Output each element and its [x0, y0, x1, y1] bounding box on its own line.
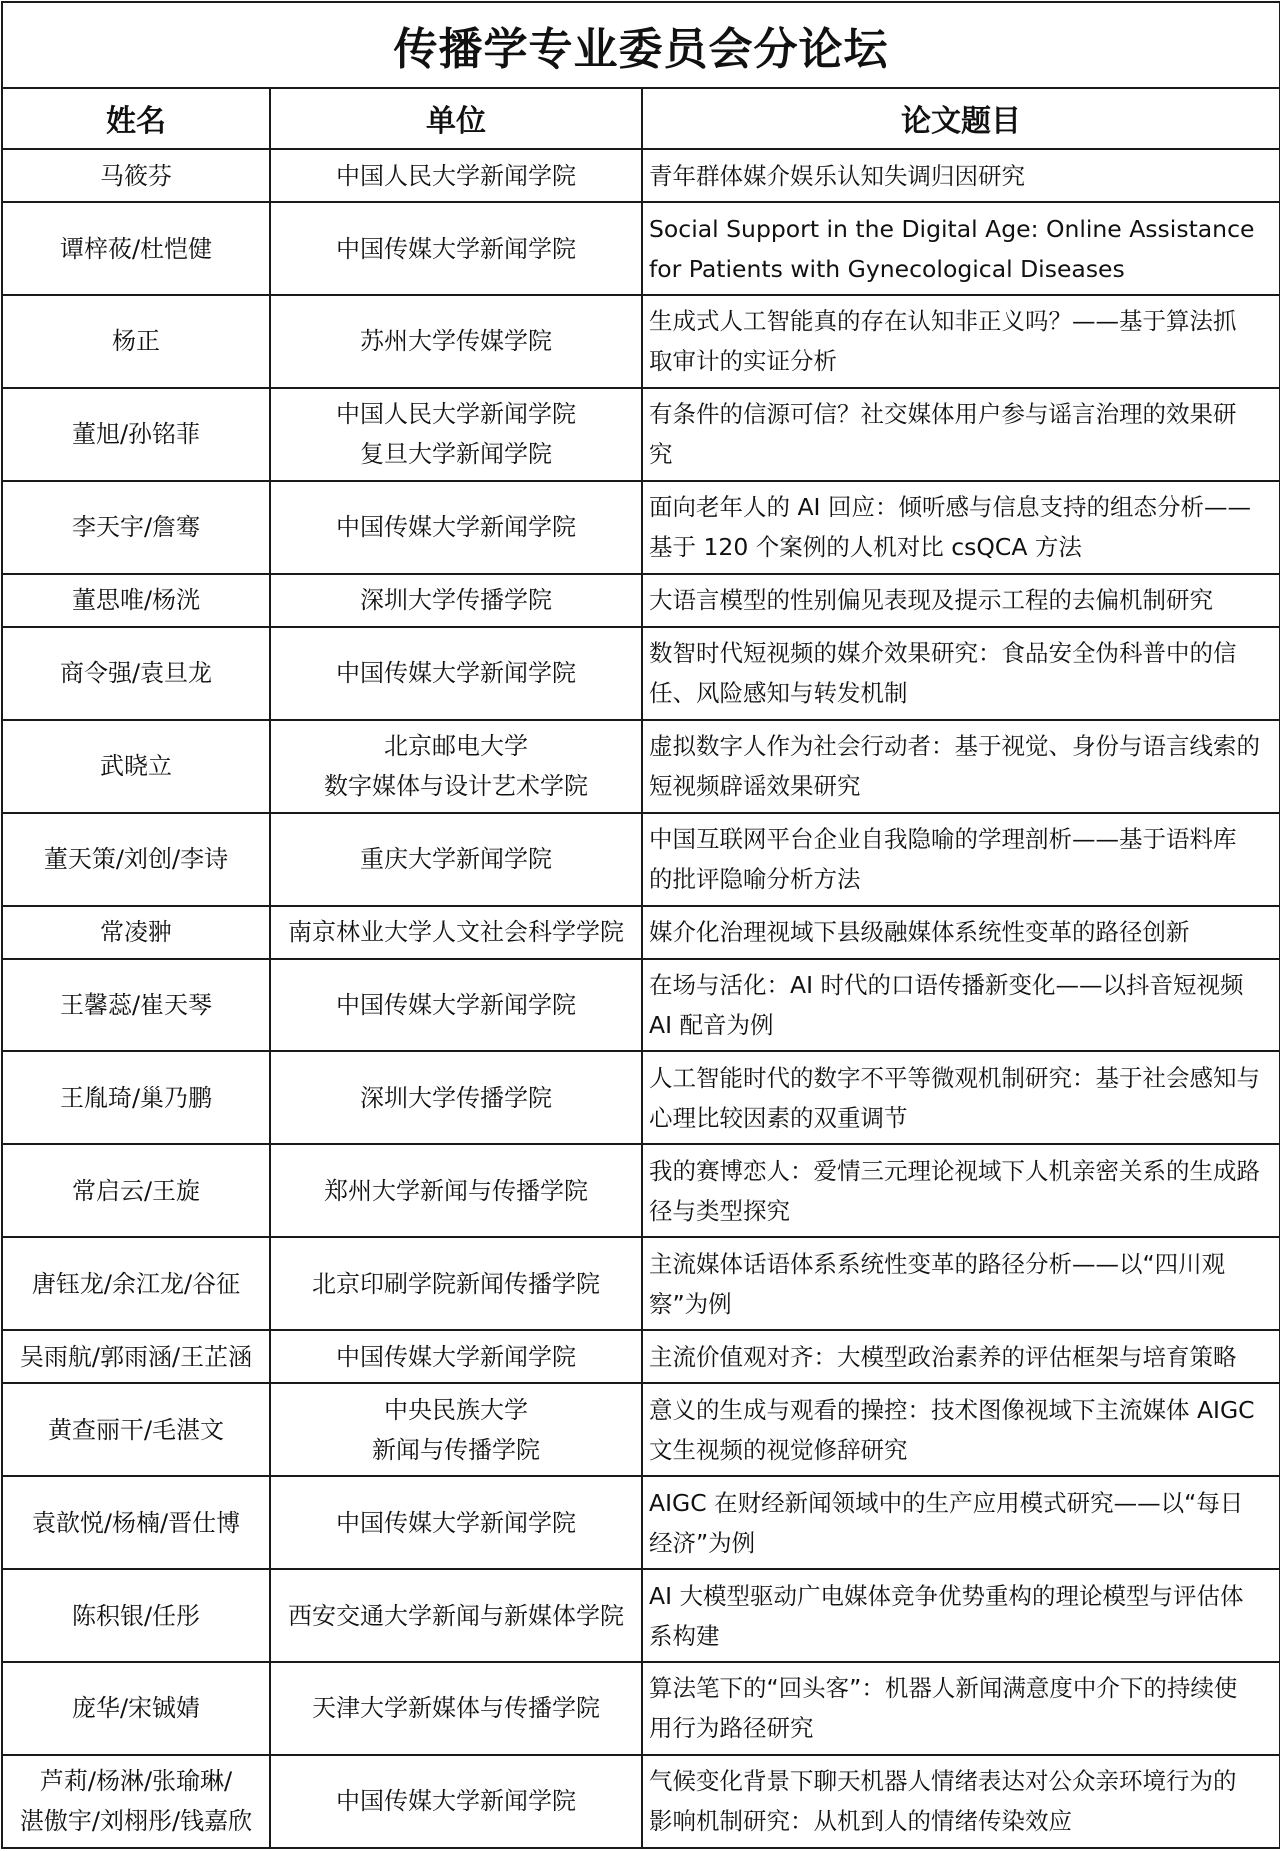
- table-row: [2, 959, 1280, 1052]
- name-line: 黄查丽干/毛湛文: [47, 1415, 225, 1444]
- name-cell: [2, 149, 270, 202]
- unit-line: 深圳大学传播学院: [360, 1083, 552, 1112]
- name-cell: [2, 906, 270, 959]
- paper-title-cell: [642, 388, 1280, 481]
- unit-cell: [270, 1051, 642, 1144]
- table-row: [2, 906, 1280, 959]
- name-line: 杨正: [112, 327, 160, 356]
- name-line: 常启云/王旋: [71, 1176, 201, 1205]
- unit-cell: [270, 149, 642, 202]
- unit-cell: [270, 1662, 642, 1755]
- name-line: 庞华/宋铖婧: [71, 1694, 201, 1723]
- paper-title-line: 气候变化背景下聊天机器人情绪表达对公众亲环境行为的: [649, 1767, 1237, 1796]
- unit-line: 中国传媒大学新闻学院: [336, 513, 576, 542]
- paper-title-line: for Patients with Gynecological Diseases: [649, 254, 1125, 283]
- paper-title-cell: [642, 202, 1280, 295]
- table-row: [2, 1051, 1280, 1144]
- table-row: [2, 1476, 1280, 1569]
- paper-title-line: 取审计的实证分析: [649, 347, 837, 376]
- table-row: [2, 1755, 1280, 1848]
- unit-cell: [270, 388, 642, 481]
- unit-line: 中国传媒大学新闻学院: [336, 234, 576, 263]
- table-row: [2, 627, 1280, 720]
- name-cell: [2, 481, 270, 574]
- paper-title-line: 影响机制研究：从机到人的情绪传染效应: [649, 1807, 1072, 1836]
- paper-title-line: 究: [649, 440, 673, 469]
- unit-cell: [270, 813, 642, 906]
- name-line: 常凌翀: [100, 918, 172, 947]
- table-row: [2, 1330, 1280, 1383]
- table-row: [2, 813, 1280, 906]
- unit-cell: [270, 202, 642, 295]
- unit-cell: [270, 720, 642, 813]
- table-row: [2, 481, 1280, 574]
- unit-line: 北京邮电大学: [384, 732, 528, 761]
- unit-line: 中央民族大学: [384, 1395, 528, 1424]
- column-header-name: 姓名: [2, 88, 270, 149]
- paper-title-line: AI 配音为例: [649, 1011, 774, 1040]
- table-row: [2, 1383, 1280, 1476]
- unit-cell: [270, 1383, 642, 1476]
- unit-cell: [270, 481, 642, 574]
- unit-line: 中国传媒大学新闻学院: [336, 1787, 576, 1816]
- name-line: 袁歆悦/杨楠/晋仕博: [31, 1508, 241, 1537]
- paper-title-cell: [642, 1476, 1280, 1569]
- name-line: 吴雨航/郭雨涵/王芷涵: [19, 1342, 253, 1371]
- paper-title-cell: [642, 1755, 1280, 1848]
- unit-cell: [270, 959, 642, 1052]
- name-line: 谭梓莜/杜恺健: [59, 234, 213, 263]
- paper-title-cell: [642, 1237, 1280, 1330]
- unit-cell: [270, 627, 642, 720]
- name-line: 李天宇/詹骞: [71, 513, 201, 542]
- column-header-paper: 论文题目: [642, 88, 1280, 149]
- paper-title-line: 在场与活化：AI 时代的口语传播新变化——以抖音短视频: [649, 971, 1244, 1000]
- paper-title-line: 察”为例: [649, 1289, 732, 1318]
- page-title: 传播学专业委员会分论坛: [2, 2, 1280, 88]
- paper-title-cell: [642, 1330, 1280, 1383]
- unit-cell: [270, 906, 642, 959]
- unit-cell: [270, 1569, 642, 1662]
- name-cell: [2, 202, 270, 295]
- name-cell: [2, 720, 270, 813]
- unit-cell: [270, 1476, 642, 1569]
- name-cell: [2, 388, 270, 481]
- unit-line: 中国传媒大学新闻学院: [336, 1342, 576, 1371]
- table-row: [2, 1237, 1280, 1330]
- paper-title-cell: [642, 1051, 1280, 1144]
- name-line: 王馨蕊/崔天琴: [59, 991, 213, 1020]
- unit-line: 中国传媒大学新闻学院: [336, 1508, 576, 1537]
- paper-title-line: 大语言模型的性别偏见表现及提示工程的去偏机制研究: [649, 586, 1213, 615]
- unit-line: 深圳大学传播学院: [360, 586, 552, 615]
- name-cell: [2, 1383, 270, 1476]
- table-row: [2, 1144, 1280, 1237]
- paper-title-line: 有条件的信源可信？社交媒体用户参与谣言治理的效果研: [649, 400, 1237, 429]
- name-cell: [2, 959, 270, 1052]
- name-cell: [2, 1476, 270, 1569]
- column-header-unit: 单位: [270, 88, 642, 149]
- unit-line: 南京林业大学人文社会科学学院: [288, 918, 624, 947]
- table-row: [2, 202, 1280, 295]
- unit-cell: [270, 574, 642, 627]
- unit-line: 北京印刷学院新闻传播学院: [312, 1269, 600, 1298]
- table-row: [2, 720, 1280, 813]
- paper-title-cell: [642, 295, 1280, 388]
- name-cell: [2, 574, 270, 627]
- unit-cell: [270, 295, 642, 388]
- table-row: [2, 1662, 1280, 1755]
- name-cell: [2, 1569, 270, 1662]
- table-row: [2, 1569, 1280, 1662]
- paper-title-line: AI 大模型驱动广电媒体竞争优势重构的理论模型与评估体: [649, 1581, 1244, 1610]
- name-cell: [2, 813, 270, 906]
- name-cell: [2, 1051, 270, 1144]
- unit-cell: [270, 1755, 642, 1848]
- table-body: [2, 2, 1280, 1848]
- unit-line: 西安交通大学新闻与新媒体学院: [288, 1601, 624, 1630]
- name-cell: [2, 627, 270, 720]
- paper-title-cell: [642, 1662, 1280, 1755]
- table-row: [2, 388, 1280, 481]
- paper-title-cell: [642, 149, 1280, 202]
- paper-title-line: 任、风险感知与转发机制: [649, 679, 908, 708]
- name-line: 唐钰龙/余江龙/谷征: [31, 1269, 241, 1298]
- unit-line: 中国传媒大学新闻学院: [336, 659, 576, 688]
- name-line: 马筱芬: [100, 161, 172, 190]
- name-cell: [2, 1755, 270, 1848]
- unit-line: 复旦大学新闻学院: [360, 440, 552, 469]
- paper-title-line: Social Support in the Digital Age: Online Assistance: [649, 214, 1255, 243]
- paper-title-line: 意义的生成与观看的操控：技术图像视域下主流媒体 AIGC: [649, 1395, 1255, 1424]
- paper-title-line: 面向老年人的 AI 回应：倾听感与信息支持的组态分析——: [649, 493, 1251, 522]
- paper-title-cell: [642, 959, 1280, 1052]
- name-line: 商令强/袁旦龙: [59, 659, 213, 688]
- paper-title-line: 数智时代短视频的媒介效果研究：食品安全伪科普中的信: [649, 639, 1237, 668]
- paper-title-line: 主流价值观对齐：大模型政治素养的评估框架与培育策略: [649, 1342, 1237, 1371]
- paper-title-line: 中国互联网平台企业自我隐喻的学理剖析——基于语料库: [649, 825, 1237, 854]
- paper-title-cell: [642, 813, 1280, 906]
- paper-title-line: 虚拟数字人作为社会行动者：基于视觉、身份与语言线索的: [649, 732, 1260, 761]
- paper-title-line: AIGC 在财经新闻领域中的生产应用模式研究——以“每日: [649, 1488, 1244, 1517]
- name-cell: [2, 1237, 270, 1330]
- paper-title-line: 人工智能时代的数字不平等微观机制研究：基于社会感知与: [649, 1063, 1260, 1092]
- unit-line: 中国人民大学新闻学院: [336, 400, 576, 429]
- paper-title-cell: [642, 1383, 1280, 1476]
- table-row: [2, 574, 1280, 627]
- paper-title-line: 青年群体媒介娱乐认知失调归因研究: [649, 161, 1025, 190]
- name-cell: [2, 1662, 270, 1755]
- name-line: 董天策/刘创/李诗: [43, 845, 229, 874]
- unit-line: 重庆大学新闻学院: [360, 845, 552, 874]
- paper-title-cell: [642, 481, 1280, 574]
- table-row: [2, 149, 1280, 202]
- unit-line: 中国人民大学新闻学院: [336, 161, 576, 190]
- unit-line: 新闻与传播学院: [372, 1435, 540, 1464]
- paper-title-line: 主流媒体话语体系系统性变革的路径分析——以“四川观: [649, 1249, 1226, 1278]
- unit-line: 数字媒体与设计艺术学院: [324, 772, 588, 801]
- name-line: 芦莉/杨淋/张瑜琳/: [39, 1767, 233, 1796]
- name-line: 董旭/孙铭菲: [71, 420, 201, 449]
- unit-cell: [270, 1237, 642, 1330]
- paper-title-line: 径与类型探究: [649, 1196, 790, 1225]
- unit-line: 中国传媒大学新闻学院: [336, 991, 576, 1020]
- paper-title-line: 经济”为例: [649, 1528, 756, 1557]
- unit-cell: [270, 1144, 642, 1237]
- name-line: 陈积银/任彤: [71, 1601, 201, 1630]
- paper-title-line: 基于 120 个案例的人机对比 csQCA 方法: [649, 533, 1082, 562]
- paper-title-cell: [642, 627, 1280, 720]
- paper-title-cell: [642, 1569, 1280, 1662]
- table-row: [2, 295, 1280, 388]
- paper-title-line: 用行为路径研究: [649, 1714, 814, 1743]
- paper-title-line: 的批评隐喻分析方法: [649, 865, 861, 894]
- paper-title-line: 文生视频的视觉修辞研究: [649, 1435, 908, 1464]
- name-cell: [2, 1330, 270, 1383]
- paper-title-cell: [642, 720, 1280, 813]
- paper-title-cell: [642, 574, 1280, 627]
- unit-cell: [270, 1330, 642, 1383]
- name-line: 湛傲宇/刘栩彤/钱嘉欣: [19, 1807, 253, 1836]
- name-line: 武晓立: [100, 752, 172, 781]
- title-row: [2, 2, 1280, 88]
- name-cell: [2, 295, 270, 388]
- paper-title-line: 短视频辟谣效果研究: [649, 772, 861, 801]
- name-line: 董思唯/杨洸: [71, 586, 201, 615]
- name-line: 王胤琦/巢乃鹏: [59, 1083, 213, 1112]
- unit-line: 苏州大学传媒学院: [360, 327, 552, 356]
- paper-title-line: 媒介化治理视域下县级融媒体系统性变革的路径创新: [649, 918, 1190, 947]
- paper-title-line: 系构建: [649, 1621, 720, 1650]
- forum-paper-table: [1, 1, 1280, 1849]
- paper-title-line: 心理比较因素的双重调节: [649, 1103, 908, 1132]
- paper-title-line: 生成式人工智能真的存在认知非正义吗？——基于算法抓: [649, 307, 1237, 336]
- unit-line: 天津大学新媒体与传播学院: [312, 1694, 600, 1723]
- header-row: [2, 88, 1280, 149]
- paper-title-cell: [642, 906, 1280, 959]
- name-cell: [2, 1144, 270, 1237]
- unit-line: 郑州大学新闻与传播学院: [324, 1176, 588, 1205]
- paper-title-cell: [642, 1144, 1280, 1237]
- paper-title-line: 我的赛博恋人：爱情三元理论视域下人机亲密关系的生成路: [649, 1156, 1260, 1185]
- paper-title-line: 算法笔下的“回头客”：机器人新闻满意度中介下的持续使: [649, 1674, 1238, 1703]
